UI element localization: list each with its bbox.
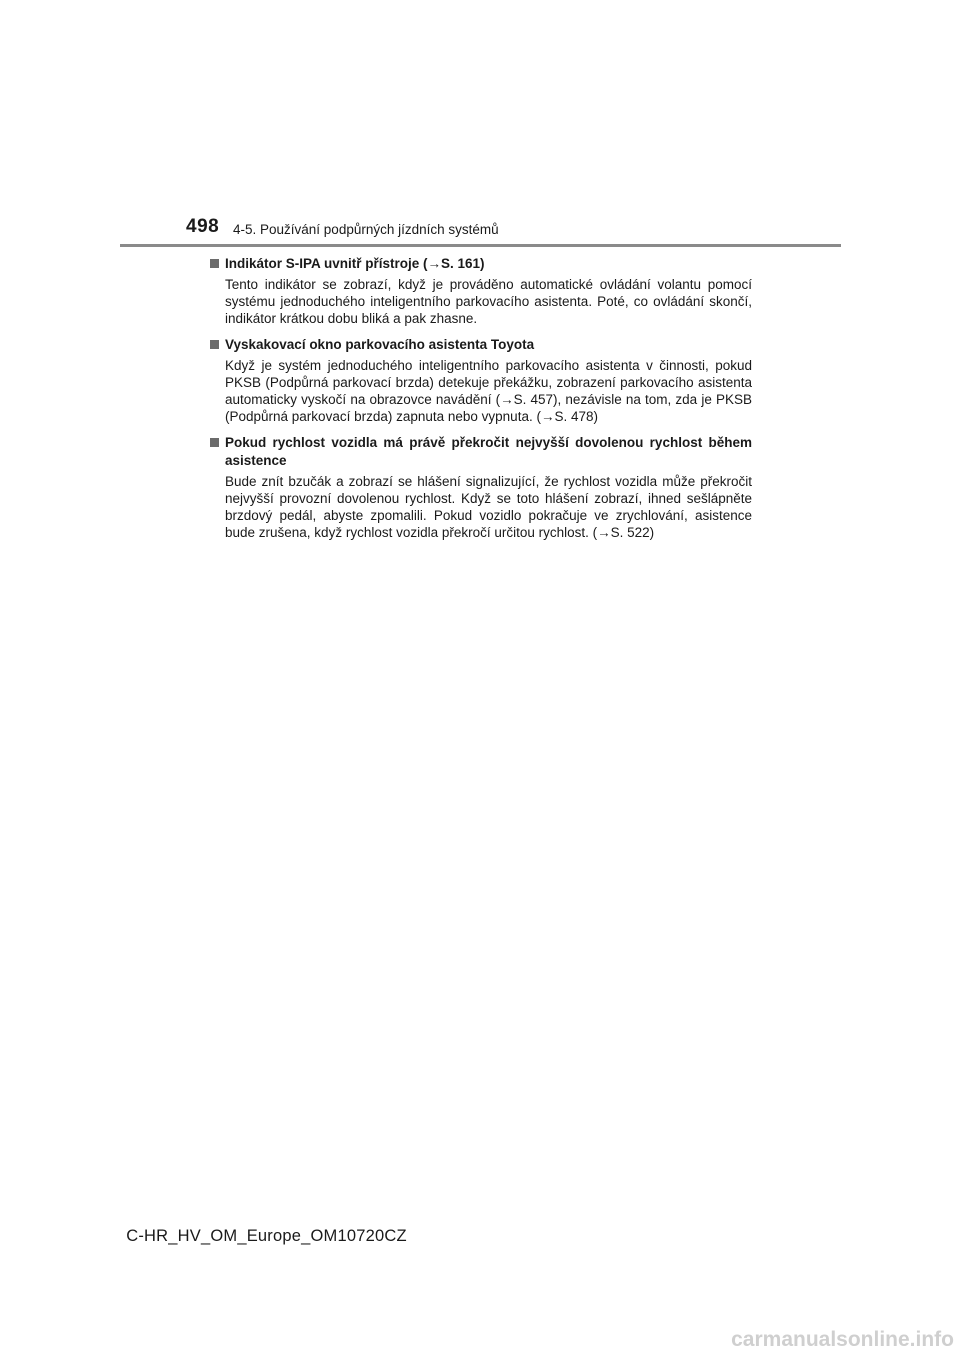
section-s-ipa-indicator (210, 255, 752, 327)
header-rule (120, 244, 841, 247)
heading-text: Pokud rychlost vozidla má právě překročit nejvyšší dovolenou rychlost během asistence (225, 435, 752, 468)
section-popup-window (210, 336, 752, 425)
page-content (210, 255, 752, 550)
page-number: 498 (186, 216, 220, 237)
section-heading (210, 255, 752, 273)
section-body: Tento indikátor se zobrazí, když je prováděno automatické ovládání volantu pomocí systému jednoduchého inteligentního parkovacího asistenta. Poté, co ovládání skončí, indikátor krátkou dobu bliká a pak zhasne. (225, 277, 752, 326)
square-bullet-icon (210, 259, 219, 268)
section-heading (210, 336, 752, 354)
square-bullet-icon (210, 438, 219, 447)
section-body: Bude znít bzučák a zobrazí se hlášení signalizující, že rychlost vozidla může překročit nejvyšší provozní dovolenou rychlost. Když se toto hlášení zobrazí, ihned sešlápněte brzdový pedál, abyste zpomalili. Pokud vozidlo pokračuje ve zrychlování, asistence bude zrušena, když rychlost vozidla překročí určitou rychlost. (→S. 522) (225, 474, 752, 540)
document-id-footer: C-HR_HV_OM_Europe_OM10720CZ (126, 1227, 407, 1245)
section-body: Když je systém jednoduchého inteligentního parkovacího asistenta v činnosti, pokud PKSB (Podpůrná parkovací brzda) detekuje překážku, zobrazení parkovacího asistenta automaticky vyskočí na obrazovce navádění (→S. 457), nezávisle na tom, zda je PKSB (Podpůrná parkovací brzda) zapnuta nebo vypnuta. (→S. 478) (225, 358, 752, 424)
square-bullet-icon (210, 340, 219, 349)
heading-text: Vyskakovací okno parkovacího asistenta Toyota (225, 337, 535, 352)
heading-text: Indikátor S-IPA uvnitř přístroje (→S. 161) (225, 256, 485, 271)
section-heading (210, 434, 752, 470)
section-speed-limit (210, 434, 752, 541)
watermark: carmanualsonline.info (731, 1328, 954, 1351)
section-title: 4-5. Používání podpůrných jízdních systémů (233, 222, 499, 237)
